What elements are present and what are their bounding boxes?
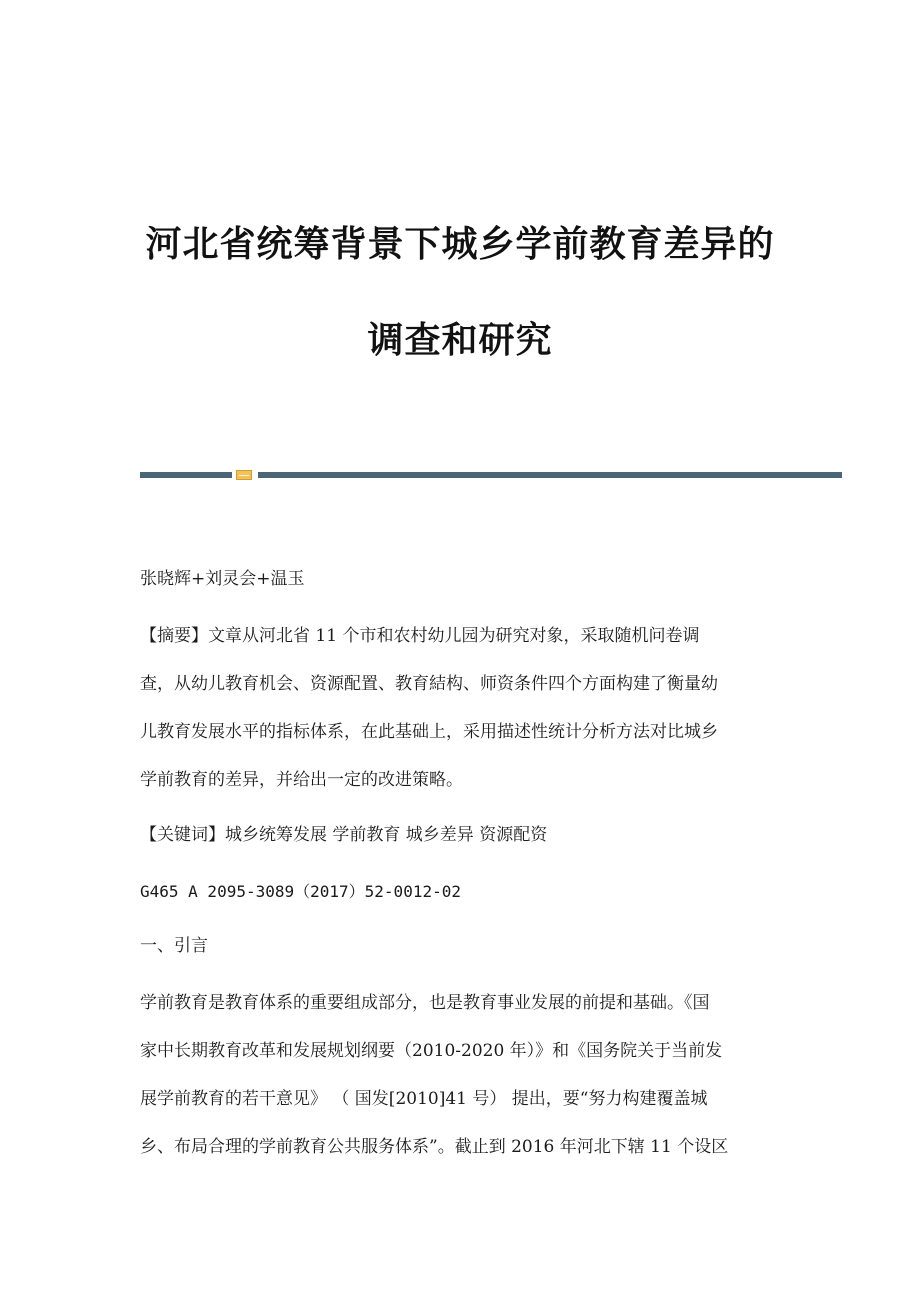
paragraph-line: 乡、布局合理的学前教育公共服务体系”。截止到 2016 年河北下辖 11 个设区	[140, 1137, 729, 1157]
paragraph-line: 学前教育是教育体系的重要组成部分，也是教育事业发展的前提和基础。《国	[140, 993, 710, 1013]
title-divider	[140, 470, 842, 480]
abstract-line: 查，从幼儿教育机会、资源配置、教育結构、师资条件四个方面构建了衡量幼	[140, 674, 718, 694]
divider-bar-left	[140, 472, 232, 478]
classification-code: G465 A 2095-3089（2017）52-0012-02	[140, 882, 461, 901]
divider-bar-right	[258, 472, 842, 478]
abstract-line: 学前教育的差异，并给出一定的改进策略。	[140, 770, 463, 790]
divider-ornament-icon	[236, 470, 252, 480]
section-heading-introduction: 一、引言	[140, 936, 208, 956]
paragraph-line: 家中长期教育改革和发展规划纲要（2010-2020 年）》和《国务院关于当前发	[140, 1041, 723, 1061]
abstract	[140, 626, 780, 818]
keywords: 【关键词】城乡统筹发展 学前教育 城乡差异 资源配资	[140, 825, 548, 845]
introduction-paragraph	[140, 993, 780, 1185]
paragraph-line: 展学前教育的若干意见》 （ 国发[2010]41 号） 提出，要“努力构建覆盖城	[140, 1089, 708, 1109]
abstract-line: 儿教育发展水平的指标体系，在此基础上，采用描述性统计分析方法对比城乡	[140, 722, 718, 742]
abstract-line: 【摘要】文章从河北省 11 个市和农村幼儿园为研究对象，采取随机问卷调	[140, 626, 700, 646]
paper-title-line-1: 河北省统筹背景下城乡学前教育差异的	[145, 224, 775, 265]
author-list: 张晓辉+刘灵会+温玉	[140, 569, 305, 589]
paper-title-line-2: 调查和研究	[367, 320, 553, 361]
